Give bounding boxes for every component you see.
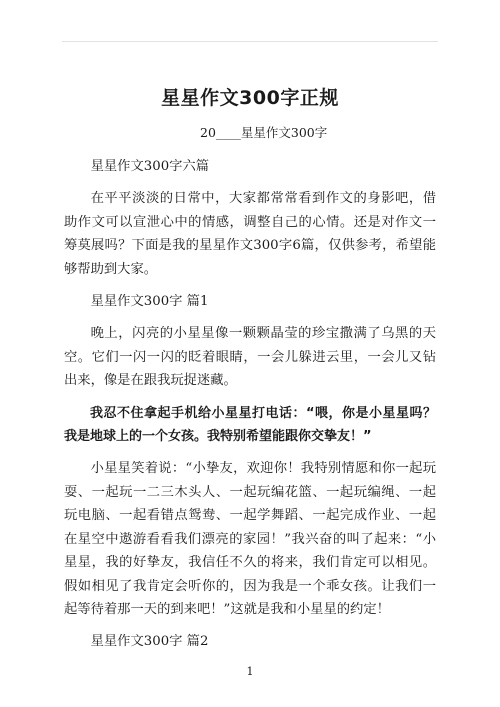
essay-heading-2: 星星作文300字 篇2 xyxy=(90,634,209,650)
document-title: 星星作文300字正规 xyxy=(161,87,339,109)
document-subtitle: 20____星星作文300字 xyxy=(200,125,328,140)
document-body xyxy=(64,146,436,657)
essay-paragraph-bold: 我忍不住拿起手机给小星星打电话：“喂，你是小星星吗？我是地球上的一个女孩。我特别希望能跟你交挚友！” xyxy=(64,405,436,445)
essay-paragraph: 小星星笑着说：“小挚友，欢迎你！我特别情愿和你一起玩耍、一起玩一二三木头人、一起玩编花篮、一起玩编绳、一起玩电脑、一起看错点鸳鸯、一起学舞蹈、一起完成作业、一起在星空中遨游看看我们漂亮的家园！”我兴奋的叫了起来：“小星星，我的好挚友，我信任不久的将来，我们肯定可以相见。假如相见了我肯定会听你的，因为我是一个乖女孩。让我们一起等待着那一天的到来吧！”这就是我和小星星的约定！ xyxy=(64,461,436,617)
header-rule xyxy=(62,41,438,42)
essay-heading-1: 星星作文300字 篇1 xyxy=(90,294,209,310)
page-number: 1 xyxy=(246,665,254,678)
essay-paragraph: 晚上，闪亮的小星星像一颗颗晶莹的珍宝撒满了乌黑的天空。它们一闪一闪的眨着眼睛，一会儿躲进云里，一会儿又钻出来，像是在跟我玩捉迷藏。 xyxy=(64,326,436,389)
section-heading: 星星作文300字六篇 xyxy=(90,159,210,174)
intro-paragraph: 在平平淡淡的日常中，大家都常常看到作文的身影吧，借助作文可以宣泄心中的情感，调整自己的心情。还是对作文一筹莫展吗？下面是我的星星作文300字6篇，仅供参考，希望能够帮助到大家。 xyxy=(64,191,436,277)
